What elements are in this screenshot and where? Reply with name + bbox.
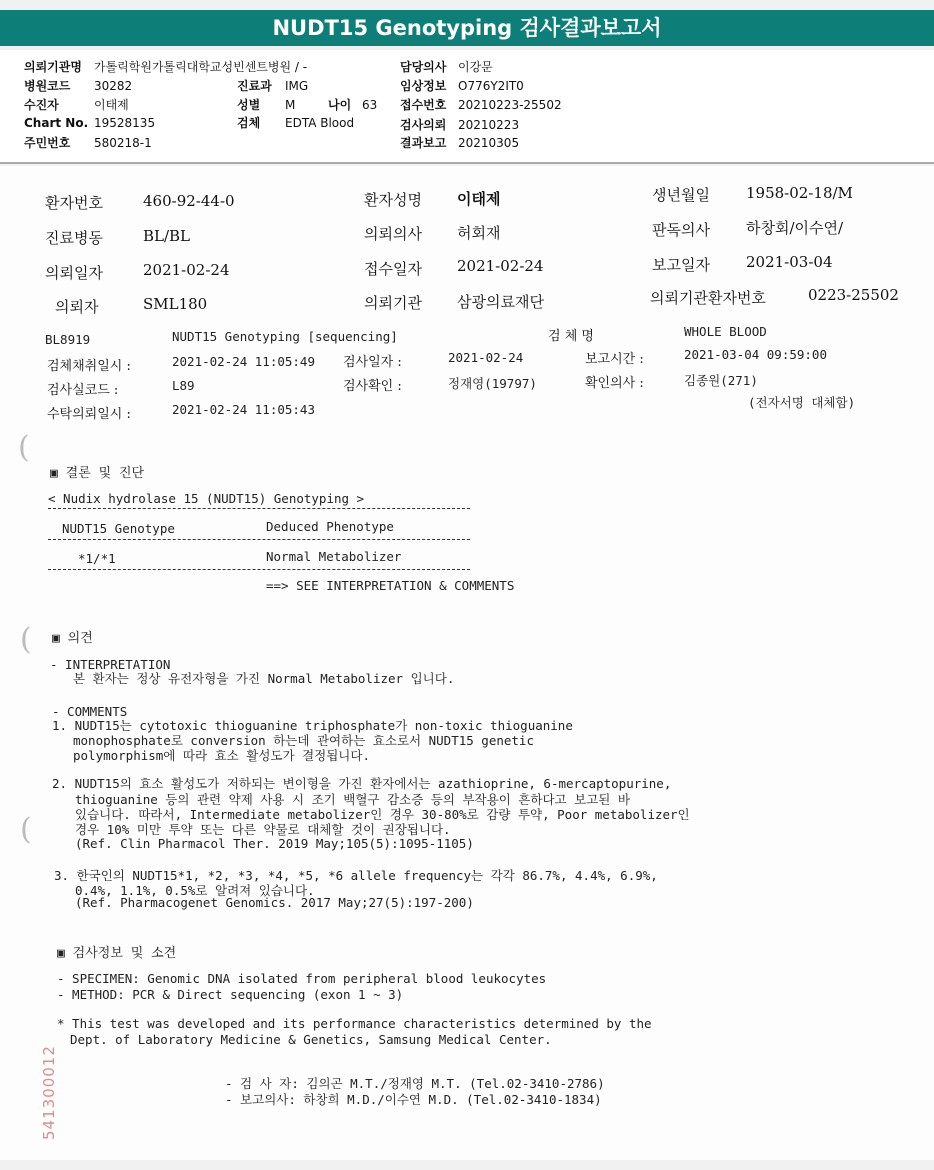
header-row: Chart No. 19528135	[24, 116, 156, 130]
header-row: 접수번호 20210223-25502	[400, 98, 562, 112]
scan-artifact: (	[18, 430, 30, 465]
scan-artifact: (	[20, 622, 32, 657]
header-row: 임상정보 O776Y2IT0	[400, 79, 524, 93]
header-row: 주민번호 580218-1	[24, 136, 152, 150]
scan-artifact: (	[20, 812, 32, 847]
header-row: 담당의사 이강문	[400, 60, 493, 74]
header-row: 의뢰기관명 가톨릭학원가톨릭대학교성빈센트병원 / -	[24, 60, 308, 74]
table-divider	[48, 569, 470, 570]
header-row: 결과보고 20210305	[400, 136, 520, 150]
table-divider	[48, 539, 470, 540]
header-row: 성별 M	[237, 98, 296, 112]
barcode-stamp: 541300012	[40, 1045, 58, 1140]
table-divider	[48, 508, 470, 509]
header-row: 검사의뢰 20210223	[400, 118, 520, 132]
header-row: 나이 63	[328, 98, 378, 112]
header-info-box	[0, 50, 934, 164]
report-title: NUDT15 Genotyping 검사결과보고서	[0, 10, 934, 46]
header-row: 검체 EDTA Blood	[237, 116, 355, 130]
header-row: 수진자 이태제	[24, 98, 129, 112]
header-row: 병원코드 30282	[24, 79, 133, 93]
header-row: 진료과 IMG	[237, 79, 309, 93]
